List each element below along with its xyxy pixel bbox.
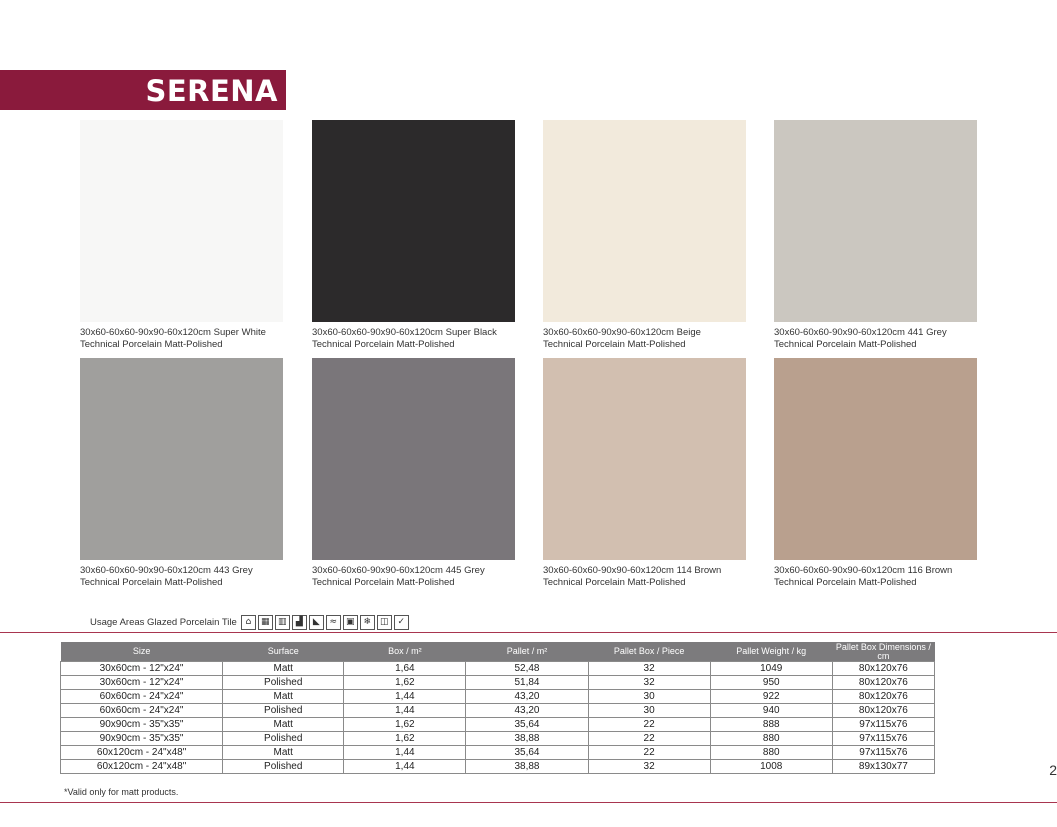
tile-443-grey <box>80 358 283 589</box>
table-cell: Polished <box>223 732 344 746</box>
title-banner <box>0 70 286 110</box>
column-header: Pallet Box Dimensions / cm <box>832 642 934 662</box>
table-row <box>61 676 935 690</box>
table-cell: 1,62 <box>344 718 466 732</box>
table-cell: 97x115x76 <box>832 718 934 732</box>
table-cell: 60x120cm - 24"x48" <box>61 760 223 774</box>
tile-swatch <box>543 358 746 560</box>
table-cell: Matt <box>223 690 344 704</box>
usage-areas-label: Usage Areas Glazed Porcelain Tile <box>90 616 237 628</box>
pool-icon: ≈ <box>326 615 341 630</box>
tile-caption <box>774 565 977 589</box>
table-cell: Polished <box>223 760 344 774</box>
packaging-table <box>60 642 935 774</box>
table-row <box>61 704 935 718</box>
tile-caption-line2: Technical Porcelain Matt-Polished <box>312 339 455 350</box>
column-header: Size <box>61 642 223 662</box>
building-icon: ▥ <box>275 615 290 630</box>
tile-swatch <box>774 120 977 322</box>
table-cell: Polished <box>223 704 344 718</box>
table-cell: 43,20 <box>466 704 588 718</box>
tile-caption <box>80 565 283 589</box>
tile-caption-line1: 30x60-60x60-90x90-60x120cm 114 Brown <box>543 565 722 576</box>
tile-super-white <box>80 120 283 351</box>
column-header: Pallet / m² <box>466 642 588 662</box>
table-cell: 950 <box>710 676 832 690</box>
tile-caption-line2: Technical Porcelain Matt-Polished <box>80 339 223 350</box>
tile-caption <box>774 327 977 351</box>
table-cell: 880 <box>710 746 832 760</box>
table-row <box>61 690 935 704</box>
table-cell: 38,88 <box>466 760 588 774</box>
tile-super-black <box>312 120 515 351</box>
table-header-row <box>61 642 935 662</box>
tile-caption-line2: Technical Porcelain Matt-Polished <box>312 577 455 588</box>
table-row <box>61 760 935 774</box>
table-cell: 888 <box>710 718 832 732</box>
table-cell: 30x60cm - 12"x24" <box>61 676 223 690</box>
table-cell: 22 <box>588 746 710 760</box>
tile-swatch <box>80 120 283 322</box>
tile-swatch <box>312 120 515 322</box>
tile-caption <box>312 565 515 589</box>
table-row <box>61 662 935 676</box>
table-cell: 1,44 <box>344 746 466 760</box>
table-row <box>61 732 935 746</box>
table-cell: 32 <box>588 676 710 690</box>
tile-caption-line1: 30x60-60x60-90x90-60x120cm 441 Grey <box>774 327 947 338</box>
table-cell: 1008 <box>710 760 832 774</box>
divider-bottom <box>0 802 1057 803</box>
usage-areas <box>90 613 411 631</box>
table-cell: 90x90cm - 35"x35" <box>61 732 223 746</box>
table-cell: 80x120x76 <box>832 676 934 690</box>
column-header: Surface <box>223 642 344 662</box>
table-cell: 22 <box>588 718 710 732</box>
table-cell: 60x60cm - 24"x24" <box>61 704 223 718</box>
tile-caption-line2: Technical Porcelain Matt-Polished <box>774 339 917 350</box>
divider-top <box>0 632 1057 633</box>
table-cell: Matt <box>223 746 344 760</box>
table-cell: 1,44 <box>344 704 466 718</box>
table-cell: 35,64 <box>466 746 588 760</box>
tile-caption-line1: 30x60-60x60-90x90-60x120cm Beige <box>543 327 701 338</box>
tile-swatch <box>80 358 283 560</box>
table-cell: 30 <box>588 690 710 704</box>
table-cell: 51,84 <box>466 676 588 690</box>
table-cell: 30x60cm - 12"x24" <box>61 662 223 676</box>
table-cell: 80x120x76 <box>832 662 934 676</box>
table-cell: Matt <box>223 718 344 732</box>
table-cell: 97x115x76 <box>832 746 934 760</box>
table-cell: 1,64 <box>344 662 466 676</box>
table-cell: 922 <box>710 690 832 704</box>
tile-caption <box>80 327 283 351</box>
table-cell: 1049 <box>710 662 832 676</box>
tile-swatch <box>312 358 515 560</box>
tile-114-brown <box>543 358 746 589</box>
footnote: *Valid only for matt products. <box>64 787 179 797</box>
tile-caption-line2: Technical Porcelain Matt-Polished <box>774 577 917 588</box>
table-cell: Polished <box>223 676 344 690</box>
tile-caption-line1: 30x60-60x60-90x90-60x120cm 443 Grey <box>80 565 253 576</box>
page-title: SERENA <box>145 74 278 108</box>
tile-445-grey <box>312 358 515 589</box>
table-cell: 1,44 <box>344 690 466 704</box>
tile-swatch <box>774 358 977 560</box>
table-row <box>61 746 935 760</box>
table-cell: 80x120x76 <box>832 690 934 704</box>
column-header: Pallet Weight / kg <box>710 642 832 662</box>
grid-icon: ▦ <box>258 615 273 630</box>
tile-caption-line1: 30x60-60x60-90x90-60x120cm Super White <box>80 327 266 338</box>
tile-caption <box>543 327 746 351</box>
table-cell: 880 <box>710 732 832 746</box>
table-cell: 43,20 <box>466 690 588 704</box>
table-cell: 1,44 <box>344 760 466 774</box>
floor-icon: ◫ <box>377 615 392 630</box>
table-cell: 52,48 <box>466 662 588 676</box>
frost-icon: ❄ <box>360 615 375 630</box>
tile-caption <box>312 327 515 351</box>
table-cell: 60x60cm - 24"x24" <box>61 690 223 704</box>
column-header: Box / m² <box>344 642 466 662</box>
table-cell: 32 <box>588 662 710 676</box>
column-header: Pallet Box / Piece <box>588 642 710 662</box>
table-cell: 32 <box>588 760 710 774</box>
tile-swatch <box>543 120 746 322</box>
tile-caption <box>543 565 746 589</box>
usage-icon-row <box>241 615 411 630</box>
tile-116-brown <box>774 358 977 589</box>
table-cell: 80x120x76 <box>832 704 934 718</box>
table-cell: 1,62 <box>344 732 466 746</box>
table-cell: 1,62 <box>344 676 466 690</box>
table-cell: 30 <box>588 704 710 718</box>
table-cell: 60x120cm - 24"x48" <box>61 746 223 760</box>
table-cell: 97x115x76 <box>832 732 934 746</box>
table-cell: 38,88 <box>466 732 588 746</box>
table-row <box>61 718 935 732</box>
page-number: 2 <box>1049 762 1057 778</box>
table-cell: 89x130x77 <box>832 760 934 774</box>
table-body <box>61 662 935 774</box>
stairs-icon: ▟ <box>292 615 307 630</box>
tile-caption-line1: 30x60-60x60-90x90-60x120cm Super Black <box>312 327 497 338</box>
tile-caption-line1: 30x60-60x60-90x90-60x120cm 116 Brown <box>774 565 953 576</box>
tile-caption-line2: Technical Porcelain Matt-Polished <box>543 339 686 350</box>
table-cell: Matt <box>223 662 344 676</box>
table-cell: 90x90cm - 35"x35" <box>61 718 223 732</box>
tile-caption-line2: Technical Porcelain Matt-Polished <box>80 577 223 588</box>
table-cell: 22 <box>588 732 710 746</box>
tile-441-grey <box>774 120 977 351</box>
home-icon: ⌂ <box>241 615 256 630</box>
table-cell: 940 <box>710 704 832 718</box>
table-cell: 35,64 <box>466 718 588 732</box>
check-icon: ✓ <box>394 615 409 630</box>
tile-caption-line2: Technical Porcelain Matt-Polished <box>543 577 686 588</box>
tile-caption-line1: 30x60-60x60-90x90-60x120cm 445 Grey <box>312 565 485 576</box>
outdoor-icon: ◣ <box>309 615 324 630</box>
tile-beige <box>543 120 746 351</box>
wall-icon: ▣ <box>343 615 358 630</box>
